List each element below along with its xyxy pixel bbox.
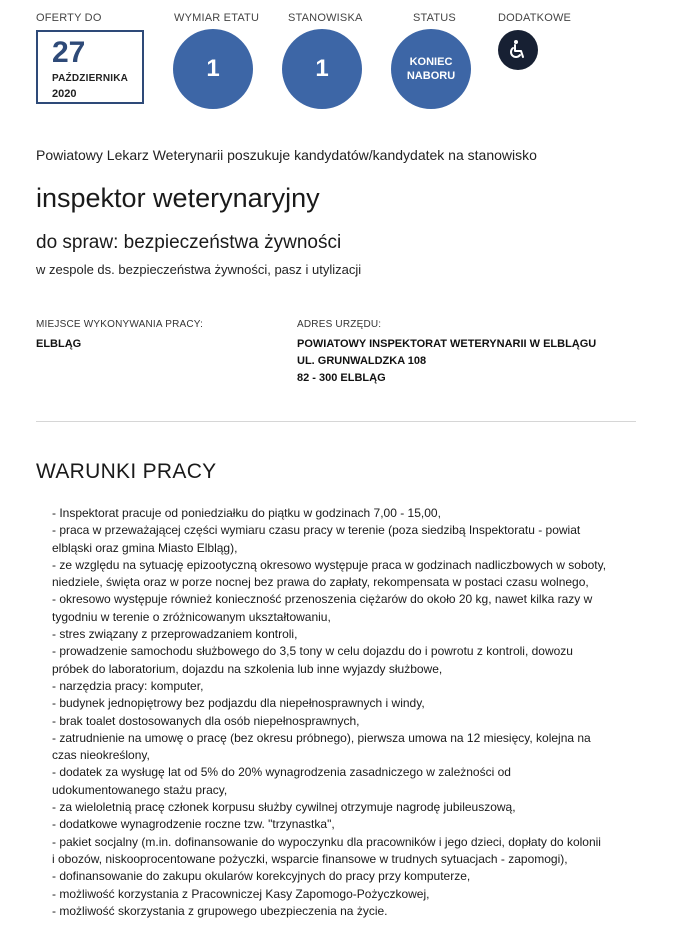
conditions-line: - brak toalet dostosowanych dla osób niepełnosprawnych, (52, 713, 360, 728)
wheelchair-icon (498, 30, 538, 70)
conditions-line: czas nieokreślony, (52, 748, 150, 763)
extra-label: DODATKOWE (498, 12, 572, 24)
conditions-heading: WARUNKI PRACY (36, 460, 217, 483)
conditions-line: - dodatek za wysługę lat od 5% do 20% wynagrodzenia zasadniczego w zależności od (52, 765, 511, 780)
job-team: w zespole ds. bezpieczeństwa żywności, pasz i utylizacji (36, 262, 362, 277)
conditions-line: - możliwość korzystania z Pracowniczej Kasy Zapomogo-Pożyczkowej, (52, 886, 430, 901)
conditions-line: - dodatkowe wynagrodzenie roczne tzw. "trzynastka", (52, 817, 335, 832)
conditions-line: - narzędzia pracy: komputer, (52, 678, 204, 693)
conditions-line: - budynek jednopiętrowy bez podjazdu dla niepełnosprawnych i windy, (52, 696, 425, 711)
address-label: ADRES URZĘDU: (297, 319, 382, 330)
job-title: inspektor weterynaryjny (36, 183, 320, 213)
deadline-date-box (36, 30, 144, 104)
conditions-line: - dofinansowanie do zakupu okularów korekcyjnych do pracy przy komputerze, (52, 869, 471, 884)
etat-badge (173, 29, 253, 109)
etat-value: 1 (206, 55, 220, 82)
conditions-line: - możliwość skorzystania z grupowego ubezpieczenia na życie. (52, 903, 388, 918)
conditions-line: - stres związany z przeprowadzaniem kontroli, (52, 627, 298, 642)
address-line: POWIATOWY INSPEKTORAT WETERYNARII W ELBLĄGU (297, 338, 597, 350)
status-label: STATUS (413, 12, 456, 24)
conditions-line: udokumentowanego stażu pracy, (52, 782, 228, 797)
address-line: 82 - 300 ELBLĄG (297, 372, 386, 384)
conditions-line: - prowadzenie samochodu służbowego do 3,5 tony w celu dojazdu do i powrotu z kontroli, dowozu (52, 644, 573, 659)
job-subtitle: do spraw: bezpieczeństwa żywności (36, 232, 342, 253)
conditions-line: - praca w przeważającej części wymiaru czasu pracy w terenie (poza siedzibą Inspektoratu - powiat (52, 523, 581, 538)
place-value: ELBLĄG (36, 338, 82, 350)
job-intro: Powiatowy Lekarz Weterynarii poszukuje kandydatów/kandydatek na stanowisko (36, 147, 537, 163)
address-block (297, 336, 596, 387)
address-line: UL. GRUNWALDZKA 108 (297, 355, 427, 367)
conditions-line: - zatrudnienie na umowę o pracę (bez okresu próbnego), pierwsza umowa na 12 miesięcy, kolejna na (52, 730, 591, 745)
deadline-day: 27 (52, 36, 86, 69)
conditions-line: - ze względu na sytuację epizootyczną okresowo występuje praca w godzinach nadliczbowych w soboty, (52, 557, 607, 572)
status-line-2: NABORU (406, 70, 456, 82)
conditions-line: próbek do laboratorium, dojazdu na szkolenia lub inne wyjazdy służbowe, (52, 661, 443, 676)
conditions-line: - za wieloletnią pracę członek korpusu służby cywilnej otrzymuje nagrodę jubileuszową, (52, 800, 516, 815)
positions-label: STANOWISKA (288, 12, 363, 24)
place-label: MIEJSCE WYKONYWANIA PRACY: (36, 319, 204, 330)
conditions-line: - pakiet socjalny (m.in. dofinansowanie do wypoczynku dla pracowników i jego dzieci, dopłaty do kolonii (52, 834, 601, 849)
conditions-line: elbląski oraz gmina Miasto Elbląg), (52, 540, 238, 555)
deadline-year: 2020 (52, 88, 77, 100)
conditions-line: niedziele, święta oraz w porze nocnej bez prawa do zapłaty, rekompensata w postaci czasu wolnego, (52, 575, 589, 590)
conditions-line: - Inspektorat pracuje od poniedziałku do piątku w godzinach 7,00 - 15,00, (52, 506, 441, 520)
positions-value: 1 (315, 55, 329, 82)
conditions-list (52, 505, 637, 920)
conditions-line: i obozów, niskooprocentowane pożyczki, wsparcie finansowe w trudnych sytuacjach - zapomogi), (52, 851, 568, 866)
status-line-1: KONIEC (409, 56, 453, 68)
etat-label: WYMIAR ETATU (174, 12, 260, 24)
offer-deadline-label: OFERTY DO (36, 12, 102, 24)
conditions-line: - okresowo występuje również konieczność przenoszenia ciężarów do około 20 kg, nawet kilka razy w (52, 592, 593, 607)
conditions-line: tygodniu w terenie o zróżnicowanym ukształtowaniu, (52, 609, 331, 624)
status-badge (391, 29, 471, 109)
positions-badge (282, 29, 362, 109)
deadline-month: PAŹDZIERNIKA (52, 73, 129, 84)
section-divider (36, 421, 636, 422)
